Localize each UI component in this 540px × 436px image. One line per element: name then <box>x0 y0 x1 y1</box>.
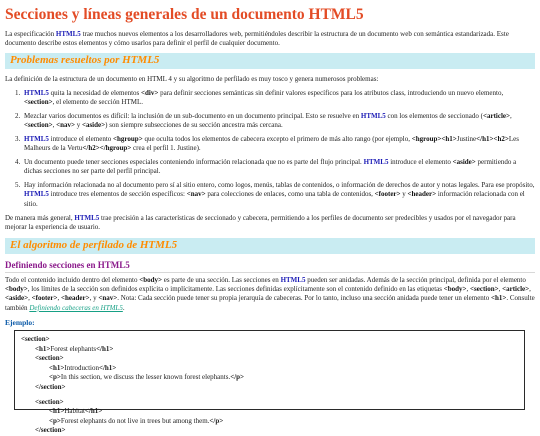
intro-text: trae muchos nuevos elementos a los desarrolladores web, permitiéndoles describir la estructura de un documento web con semántica estandarizada. Este documento describe estos elementos y cómo usarlos para definir el perfil de cualquier documento. <box>5 29 509 47</box>
list-text: , el elemento de sección HTML. <box>52 97 143 106</box>
code-tag: <section> <box>21 335 50 344</box>
html5-keyword: HTML5 <box>55 29 81 38</box>
code-tag: </p> <box>209 416 224 425</box>
tag-code: <body> <box>139 276 162 285</box>
code-tag: <p> <box>49 373 61 382</box>
code-tag: </section> <box>35 382 66 391</box>
tag-code: <aside> <box>81 120 106 129</box>
list-text: Les Malheurs de la Vertu <box>24 135 519 153</box>
para-text: , <box>28 294 32 303</box>
intro-paragraph <box>5 30 535 48</box>
para-text: , y <box>89 294 99 303</box>
code-text: Habitat <box>64 407 85 416</box>
list-text: Un documento puede tener secciones especiales conteniendo información relacionada que no es parte del flujo principal. <box>24 158 364 167</box>
tag-code: <nav> <box>186 190 206 199</box>
list-item <box>22 112 535 130</box>
html5-keyword: HTML5 <box>24 135 49 143</box>
intro-text: La especificación <box>5 29 56 38</box>
tag-code: <article> <box>482 111 511 120</box>
tag-code: <body> <box>5 285 28 294</box>
tag-code: <h1> <box>491 294 507 303</box>
summary-paragraph <box>5 214 535 232</box>
summary-text: trae precisión a las características de seccionado y cabecera, permitiendo a los perfiles de documento ser predecibles y usados por el navegador para mejorar la experiencia de usuario. <box>5 213 516 231</box>
para-text: . Consulte también <box>5 294 535 312</box>
code-line <box>21 373 518 382</box>
tag-code: <article> <box>502 285 530 294</box>
tag-code: <div> <box>141 88 159 97</box>
code-tag: <h1> <box>49 407 65 416</box>
tag-code: </h1><h2> <box>476 135 509 143</box>
html5-keyword: HTML5 <box>74 213 100 222</box>
code-tag: </section> <box>35 426 66 435</box>
summary-text: De manera más general, <box>5 213 75 222</box>
section1-lead: La definición de la estructura de un documento en HTML 4 y su algoritmo de perfilado es muy tosco y genera numerosos problemas: <box>5 74 379 83</box>
code-tag: <p> <box>49 416 61 425</box>
html5-keyword: HTML5 <box>280 276 306 285</box>
code-text: Introduction <box>64 363 99 372</box>
code-tag: <h1> <box>35 344 51 353</box>
tag-code: </h2></hgroup> <box>82 144 132 153</box>
list-text: ) son siempre subsecciones de su sección ancestra más cercana. <box>105 120 283 129</box>
list-text: , <box>52 120 57 129</box>
para-text: , <box>498 285 503 294</box>
tag-code: <hgroup> <box>113 135 143 143</box>
para-text: es parte de una sección. Las secciones en <box>162 276 281 285</box>
example-label: Ejemplo: <box>5 317 35 327</box>
tag-code: <header> <box>61 294 90 303</box>
code-tag: </h1> <box>84 407 103 416</box>
subheading-definiendo-secciones: Definiendo secciones en HTML5 <box>5 260 535 274</box>
tag-code: <body> <box>443 285 467 294</box>
code-text: Forest elephants do not live in trees but among them. <box>60 416 210 425</box>
tag-code: <section> <box>24 97 53 106</box>
code-example-box <box>14 330 525 435</box>
sections-paragraph <box>5 276 535 312</box>
link-definiendo-cabeceras[interactable]: Definiendo cabeceras en HTML5 <box>29 303 123 312</box>
list-item <box>22 135 535 153</box>
tag-code: <aside> <box>5 294 29 303</box>
code-line <box>21 407 518 416</box>
html5-keyword: HTML5 <box>363 158 389 167</box>
code-line <box>21 364 518 373</box>
list-text: permitiendo a dichas secciones no ser parte del perfil principal. <box>24 158 517 176</box>
code-tag: </p> <box>230 373 245 382</box>
tag-code: <nav> <box>56 120 75 129</box>
code-line <box>21 335 518 344</box>
list-text: para colecciones de enlaces, como una tabla de contenidos, <box>205 190 375 199</box>
list-text: Mezclar varios documentos es difícil: la inclusión de un sub-documento en un documento principal. Esto se resuelve en <box>24 111 361 120</box>
list-text: crea el perfil 1. Justine). <box>131 144 201 153</box>
code-tag: </h1> <box>98 363 117 372</box>
tag-code: <section> <box>470 285 499 294</box>
para-text: . Nota: Cada sección puede tener su propia jerarquía de cabeceras. Por lo tanto, incluso una sección anidada puede tener un elemento <box>117 294 492 303</box>
tag-code: <footer> <box>374 190 401 199</box>
problems-list <box>5 89 535 209</box>
section-heading-problemas: Problemas resueltos por HTML5 <box>5 53 535 69</box>
list-text: introduce el elemento <box>48 135 114 143</box>
para-text: , los límites de la sección son definidos explícita o implícitamente. Las secciones definidas explícitamente son el contenido definido en las etiquetas <box>27 285 444 294</box>
list-item <box>22 181 535 208</box>
tag-code: <footer> <box>31 294 58 303</box>
tag-code: <hgroup><h1> <box>411 135 457 143</box>
para-text: . <box>122 303 125 312</box>
list-text: y <box>400 190 408 199</box>
code-tag: <section> <box>35 354 64 363</box>
code-line <box>21 417 518 426</box>
list-text: quita la necesidad de elementos <box>48 88 142 97</box>
para-text: , <box>466 285 471 294</box>
list-text: Justine <box>456 135 477 143</box>
html5-keyword: HTML5 <box>24 190 49 199</box>
list-text: introduce el elemento <box>388 158 453 167</box>
list-text: Hay información relacionada no al documento pero sí al sitio entero, como logos, menús, tablas de contenidos, o información de derechos de autor y notas legales. Para ese propósito, <box>24 181 535 190</box>
list-text: , <box>510 111 512 120</box>
code-text: Forest elephants <box>50 344 97 353</box>
code-tag: <section> <box>35 398 64 407</box>
code-line <box>21 398 518 407</box>
para-text: Todo el contenido incluido dentro del elemento <box>5 276 140 285</box>
para-text: , <box>529 285 531 294</box>
para-text: , <box>57 294 62 303</box>
code-line <box>21 383 518 392</box>
code-line <box>21 354 518 363</box>
code-tag: <h1> <box>49 363 65 372</box>
list-item <box>22 158 535 176</box>
tag-code: <nav> <box>98 294 118 303</box>
section-heading-algoritmo: El algoritmo de perfilado de HTML5 <box>5 238 535 254</box>
html5-keyword: HTML5 <box>360 111 386 120</box>
tag-code: <aside> <box>452 158 476 167</box>
tag-code: <section> <box>24 120 53 129</box>
list-text: introduce tres elementos de sección específicos: <box>48 190 187 199</box>
tag-code: <header> <box>407 190 437 199</box>
code-line <box>21 345 518 354</box>
list-item <box>22 89 535 107</box>
list-text: para definir secciones semánticas sin definir valores específicos para los atributos class, introduciendo un nuevo elemento, <box>158 88 504 97</box>
list-text: con los elementos de seccionado ( <box>385 111 483 120</box>
code-tag: </h1> <box>96 344 114 353</box>
list-text: información relacionada con el sitio. <box>24 190 525 208</box>
list-text: y <box>74 120 82 129</box>
page-title: Secciones y líneas generales de un documento HTML5 <box>5 6 364 23</box>
code-line <box>21 426 518 435</box>
html5-keyword: HTML5 <box>24 88 49 97</box>
para-text: pueden ser anidadas. Además de la sección principal, definida por el elemento <box>305 276 526 285</box>
list-text: que oculta todos los elementos de cabecera excepto el primero de más alto rango (por ejemplo, <box>142 135 412 143</box>
code-text: In this section, we discuss the lesser known forest elephants. <box>60 373 231 382</box>
